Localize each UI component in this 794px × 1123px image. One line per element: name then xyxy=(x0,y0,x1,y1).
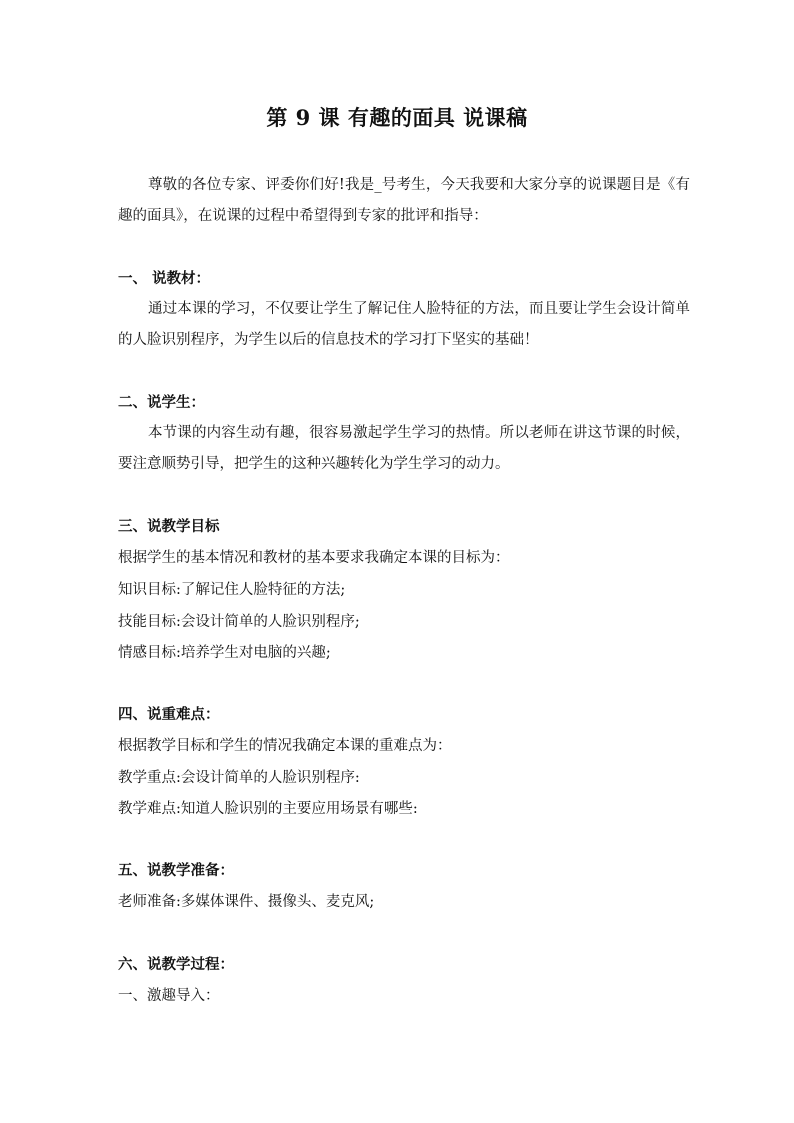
section-body-students: 本节课的内容生动有趣，很容易激起学生学习的热情。所以老师在讲这节课的时候，要注意顺势引导，把学生的这种兴趣转化为学生学习的动力。 xyxy=(118,425,690,472)
section-heading-students: 二、说学生： xyxy=(118,394,205,411)
section-body-materials: 通过本课的学习，不仅要让学生了解记住人脸特征的方法，而且要让学生会设计简单的人脸识别程序，为学生以后的信息技术的学习打下坚实的基础！ xyxy=(118,301,690,348)
process-line: 一、激趣导入： xyxy=(118,988,220,1004)
section-heading-preparation: 五、说教学准备： xyxy=(118,862,234,879)
key-points-line: 根据教学目标和学生的情况我确定本课的重难点为： xyxy=(118,738,452,754)
objectives-line: 知识目标:了解记住人脸特征的方法; xyxy=(118,582,346,598)
objectives-line: 根据学生的基本情况和教材的基本要求我确定本课的目标为： xyxy=(118,550,510,566)
intro-paragraph: 尊敬的各位专家、评委你们好!我是_号考生，今天我要和大家分享的说课题目是《有趣的面具》，在说课的过程中希望得到专家的批评和指导： xyxy=(118,177,690,224)
section-heading-key-points: 四、说重难点： xyxy=(118,706,220,723)
key-points-line: 教学重点:会设计简单的人脸识别程序: xyxy=(118,770,360,786)
key-points-line: 教学难点:知道人脸识别的主要应用场景有哪些: xyxy=(118,801,418,817)
section-heading-process: 六、说教学过程： xyxy=(118,956,234,973)
preparation-line: 老师准备:多媒体课件、摄像头、麦克风; xyxy=(118,894,375,910)
document-title: 第 9 课 有趣的面具 说课稿 xyxy=(266,105,528,130)
section-heading-objectives: 三、说教学目标 xyxy=(118,518,220,535)
objectives-line: 技能目标:会设计简单的人脸识别程序; xyxy=(118,614,360,630)
section-heading-materials: 一、 说教材： xyxy=(118,270,211,287)
objectives-line: 情感目标:培养学生对电脑的兴趣; xyxy=(118,645,331,661)
